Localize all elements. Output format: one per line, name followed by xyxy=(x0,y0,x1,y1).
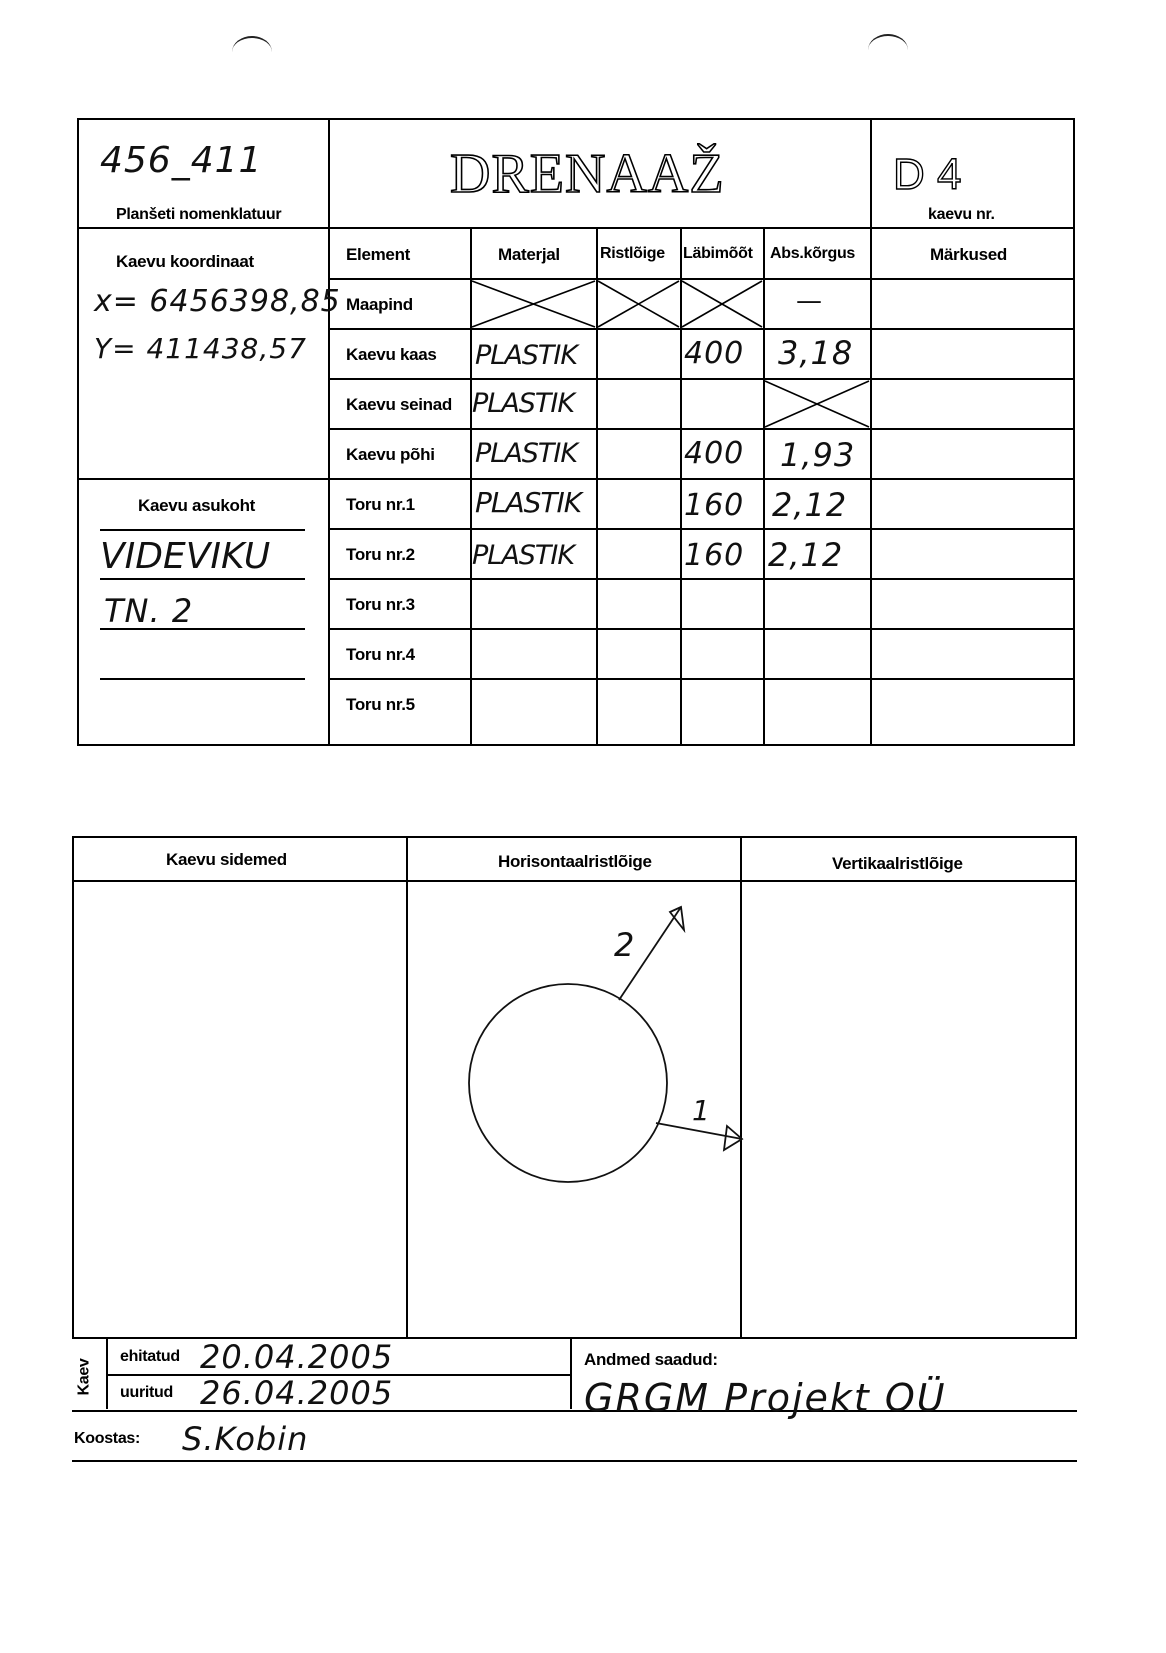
table-row-label: Toru nr.4 xyxy=(346,645,415,664)
table-row-label: Kaevu kaas xyxy=(346,345,437,364)
form-title: DRENAAŽ xyxy=(450,143,725,205)
column-header-diameter: Läbimõõt xyxy=(683,245,753,262)
coordinate-y-value: Y= 411438,57 xyxy=(94,332,307,365)
location-number: TN. 2 xyxy=(104,592,194,630)
column-header-cross-section: Ristlõige xyxy=(600,245,665,262)
diameter-value: 400 xyxy=(684,436,745,471)
sheet-number-value: 456_411 xyxy=(100,140,263,181)
table-row-label: Kaevu põhi xyxy=(346,445,435,464)
built-label: ehitatud xyxy=(120,1348,180,1365)
abs-height-value: — xyxy=(796,286,823,316)
column-header-remarks: Märkused xyxy=(930,245,1007,264)
abs-height-value: 3,18 xyxy=(778,334,854,372)
pipe-2-arrowhead xyxy=(670,907,684,930)
column-header-well-connections: Kaevu sidemed xyxy=(166,850,287,869)
surveyed-label: uuritud xyxy=(120,1384,173,1401)
diameter-value: 160 xyxy=(684,538,745,573)
column-header-horizontal-section: Horisontaalristlõige xyxy=(498,852,652,871)
abs-height-value: 2,12 xyxy=(768,536,844,574)
built-date-value: 20.04.2005 xyxy=(200,1338,394,1376)
abs-height-value: 2,12 xyxy=(772,486,848,524)
author-label: Koostas: xyxy=(74,1430,141,1447)
column-header-material: Materjal xyxy=(498,245,560,264)
source-label: Andmed saadud: xyxy=(584,1350,718,1369)
location-street: VIDEVIKU xyxy=(100,536,271,577)
sheet-number-label: Planšeti nomenklatuur xyxy=(116,206,282,223)
well-outline-circle xyxy=(469,984,667,1182)
well-number-text: D 4 xyxy=(893,150,962,199)
diameter-value: 160 xyxy=(684,488,745,523)
author-value: S.Kobin xyxy=(182,1420,309,1458)
table-row-label: Toru nr.5 xyxy=(346,695,415,714)
coordinate-x-value: x= 6456398,85 xyxy=(94,284,341,319)
source-value: GRGM Projekt OÜ xyxy=(584,1376,947,1420)
pipe-2-label: 2 xyxy=(614,926,636,964)
table-row-label: Maapind xyxy=(346,295,413,314)
table-row-label: Toru nr.1 xyxy=(346,495,415,514)
location-label: Kaevu asukoht xyxy=(138,496,256,515)
diameter-value: 400 xyxy=(684,336,745,371)
material-value: PLASTIK xyxy=(475,486,582,519)
surveyed-date-value: 26.04.2005 xyxy=(200,1374,394,1412)
material-value: PLASTIK xyxy=(475,340,578,371)
table-row-label: Kaevu seinad xyxy=(346,395,453,414)
material-value: PLASTIK xyxy=(472,388,575,419)
divider xyxy=(72,1460,1077,1462)
coordinates-label: Kaevu koordinaat xyxy=(116,252,254,271)
column-header-abs-height: Abs.kõrgus xyxy=(770,245,856,262)
well-side-label: Kaev xyxy=(75,1358,93,1396)
material-value: PLASTIK xyxy=(472,540,575,571)
column-header-element: Element xyxy=(346,245,411,264)
divider xyxy=(570,1339,572,1409)
column-header-vertical-section: Vertikaalristlõige xyxy=(832,854,963,873)
table-row-label: Toru nr.3 xyxy=(346,595,415,614)
pipe-1-label: 1 xyxy=(692,1094,711,1127)
abs-height-value: 1,93 xyxy=(780,436,856,474)
material-value: PLASTIK xyxy=(475,438,578,469)
well-number-label: kaevu nr. xyxy=(928,206,995,223)
table-row-label: Toru nr.2 xyxy=(346,545,415,564)
